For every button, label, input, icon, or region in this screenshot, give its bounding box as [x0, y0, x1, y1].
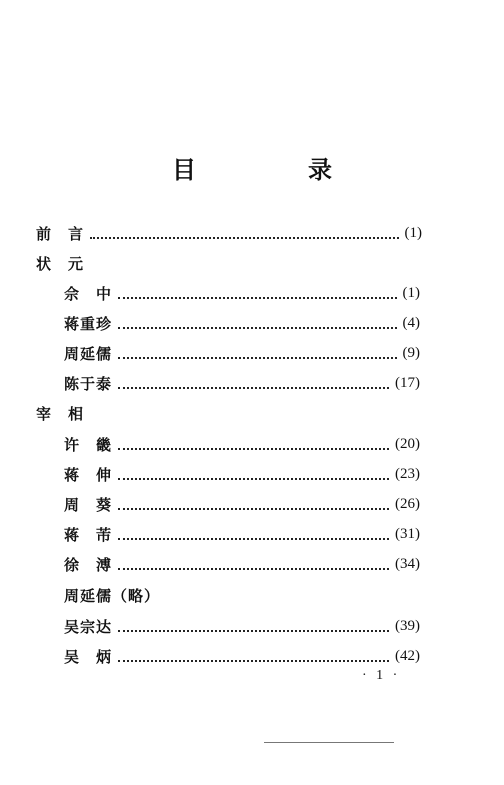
toc-page-number: (17)	[395, 374, 420, 391]
leader-dots	[118, 659, 389, 662]
page-title: 目 录	[172, 156, 376, 184]
toc-page-number: (23)	[395, 465, 420, 482]
toc-page-number: (34)	[395, 555, 420, 572]
toc-page-number: (4)	[402, 314, 420, 331]
toc-entry-preface[interactable]	[36, 223, 422, 243]
toc-entry[interactable]	[64, 343, 420, 363]
toc-page-number: (1)	[404, 224, 422, 241]
toc-entry-label: 周延儒	[64, 344, 113, 363]
leader-dots	[118, 507, 389, 510]
toc-entry[interactable]	[64, 494, 420, 514]
toc-entry-label: 前 言	[36, 224, 85, 243]
toc-entry-label: 陈于泰	[64, 374, 113, 393]
toc-entry-label: 徐 溥	[64, 555, 113, 574]
toc-entry-label: 蒋 芾	[64, 525, 113, 544]
leader-dots	[118, 537, 389, 540]
leader-dots	[118, 326, 396, 329]
toc-entry-label: 周 葵	[64, 495, 113, 514]
toc-section-zhuangyuan	[36, 253, 84, 273]
toc-entry[interactable]	[64, 646, 420, 666]
toc-entry[interactable]	[64, 464, 420, 484]
toc-page-number: (9)	[402, 344, 420, 361]
toc-page-number: (39)	[395, 617, 420, 634]
leader-dots	[118, 629, 389, 632]
leader-dots	[90, 236, 398, 239]
leader-dots	[118, 447, 389, 450]
toc-entry-label: 佘 中	[64, 284, 113, 303]
toc-section-zaixiang	[36, 403, 84, 423]
toc-entry-label: 蒋 伸	[64, 465, 113, 484]
toc-page-number: (42)	[395, 647, 420, 664]
leader-dots	[118, 567, 389, 570]
toc-entry[interactable]	[64, 373, 420, 393]
toc-entry-omitted	[64, 585, 160, 605]
toc-page-number: (31)	[395, 525, 420, 542]
scan-rule	[264, 742, 394, 743]
toc-page-number: (20)	[395, 435, 420, 452]
toc-entry-label: 蒋重珍	[64, 314, 113, 333]
toc-section-label: 宰 相	[36, 404, 85, 423]
toc-entry-label: 吴宗达	[64, 617, 113, 636]
toc-entry-label: 吴 炳	[64, 647, 113, 666]
toc-entry[interactable]	[64, 434, 420, 454]
toc-entry[interactable]	[64, 313, 420, 333]
toc-entry-label: 许 畿	[64, 435, 113, 454]
toc-entry[interactable]	[64, 554, 420, 574]
toc-entry[interactable]	[64, 524, 420, 544]
leader-dots	[118, 386, 389, 389]
page-number-footer: · 1 ·	[362, 668, 401, 683]
toc-entry[interactable]	[64, 616, 420, 636]
leader-dots	[118, 296, 396, 299]
toc-section-label: 状 元	[36, 254, 85, 273]
toc-page-number: (1)	[402, 284, 420, 301]
leader-dots	[118, 477, 389, 480]
leader-dots	[118, 356, 396, 359]
toc-page-number: (26)	[395, 495, 420, 512]
toc-entry-label: 周延儒（略）	[64, 586, 161, 605]
toc-entry[interactable]	[64, 283, 420, 303]
